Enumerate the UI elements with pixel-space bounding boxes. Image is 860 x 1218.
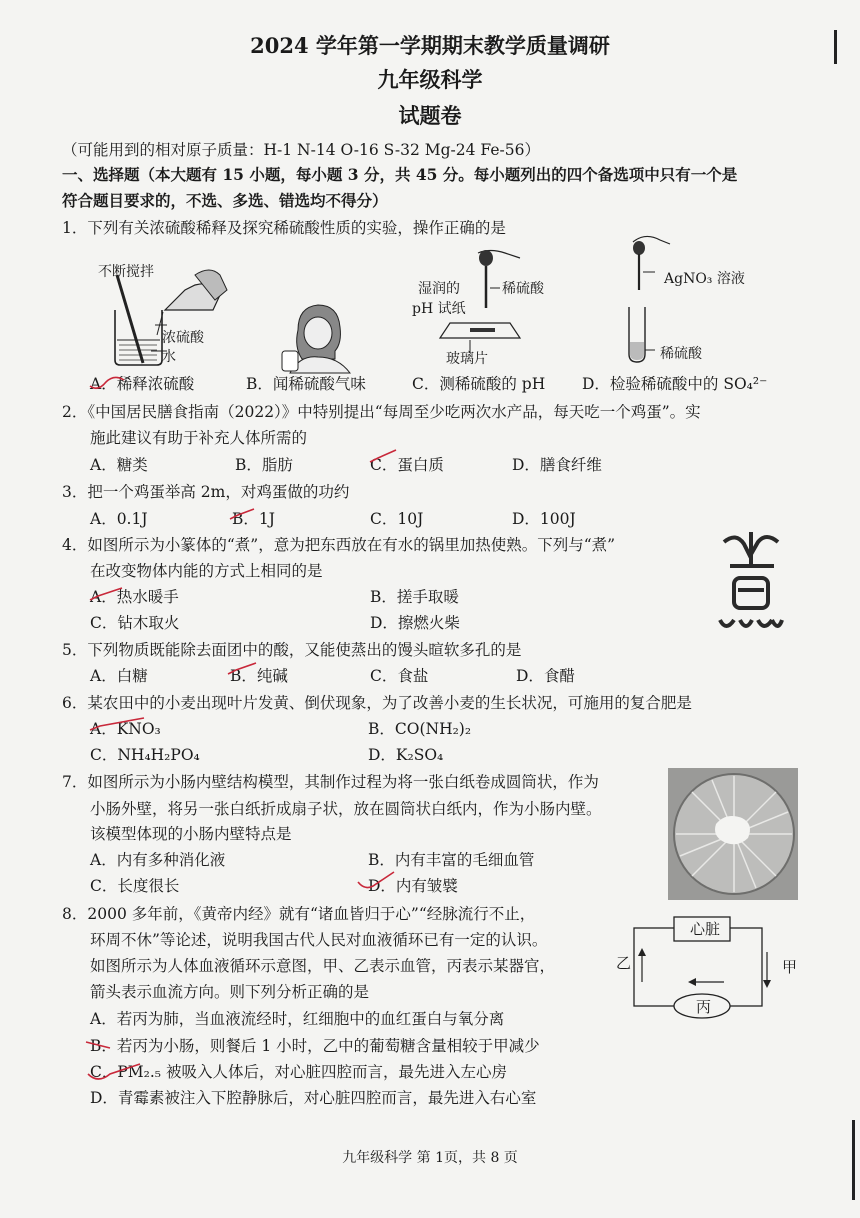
- q7-stem-line2: 小肠外壁，将另一张白纸折成扇子状，放在圆筒状白纸内，作为小肠内壁。: [90, 800, 602, 818]
- q6-option-a: A．KNO₃: [90, 720, 161, 738]
- q8-stem-line2: 环周不休”等论述，说明我国古代人民对血液循环已有一定的认识。: [90, 931, 548, 949]
- paper-title: 试题卷: [398, 103, 462, 128]
- fig-c-acid-label: 稀硫酸: [502, 281, 544, 297]
- q7-option-b: B．内有丰富的毛细血管: [368, 851, 535, 869]
- section-instructions-line2: 符合题目要求的，不选、多选、错选均不得分）: [62, 191, 388, 210]
- q1-option-a: A．稀释浓硫酸: [90, 375, 195, 393]
- q5-option-b: B．纯碱: [230, 667, 288, 685]
- answer-check-mark: [356, 870, 396, 894]
- fig-c-paper-label-2: pH 试纸: [412, 301, 466, 317]
- scan-edge-mark: [834, 30, 837, 64]
- fig-a-water-label: 水: [162, 349, 176, 365]
- scan-edge-mark: [852, 1120, 855, 1200]
- q5-option-d: D．食醋: [516, 667, 575, 685]
- answer-check-mark: [88, 374, 128, 394]
- diagram-organ-label: 丙: [696, 998, 712, 1016]
- diagram-vessel-right-label: 甲: [782, 958, 798, 976]
- q4-option-a: A．热水暖手: [90, 588, 179, 606]
- q1-stem: 1．下列有关浓硫酸稀释及探究稀硫酸性质的实验，操作正确的是: [62, 219, 506, 237]
- q8-option-d: D．青霉素被注入下腔静脉后，对心脏四腔而言，最先进入右心室: [90, 1089, 537, 1107]
- q3-option-c: C．10J: [370, 510, 424, 528]
- fig-d-acid-label: 稀硫酸: [660, 346, 702, 362]
- q8-option-a: A．若丙为肺，当血液流经时，红细胞中的血红蛋白与氧分离: [90, 1010, 505, 1028]
- q5-option-a: A．白糖: [90, 667, 148, 685]
- q2-option-a: A．糖类: [90, 456, 148, 474]
- page-footer: 九年级科学 第 1页，共 8 页: [342, 1150, 518, 1166]
- fig-a-acid-label: 浓硫酸: [162, 330, 204, 346]
- q2-option-d: D．膳食纤维: [512, 456, 602, 474]
- q8-stem-line4: 箭头表示血流方向。则下列分析正确的是: [90, 983, 370, 1001]
- q2-option-b: B．脂肪: [235, 456, 293, 474]
- q8-stem-line1: 8．2000 多年前，《黄帝内经》就有“诸血皆归于心”“经脉流行不止，: [62, 905, 536, 923]
- atomic-masses: （可能用到的相对原子质量：H-1 N-14 O-16 S-32 Mg-24 Fe-56）: [62, 141, 540, 159]
- figure-smell-acid: [280, 295, 360, 375]
- intestine-model-photo: [668, 768, 798, 900]
- answer-check-mark: [228, 505, 258, 525]
- q8-option-b: B．若丙为小肠，则餐后 1 小时，乙中的葡萄糖含量相较于甲减少: [90, 1037, 540, 1055]
- q1-option-b: B．闻稀硫酸气味: [246, 375, 366, 393]
- diagram-heart-label: 心脏: [690, 920, 721, 938]
- q5-stem: 5．下列物质既能除去面团中的酸，又能使蒸出的馒头暄软多孔的是: [62, 641, 522, 659]
- q4-option-d: D．擦燃火柴: [370, 614, 460, 632]
- fig-c-paper-label-1: 湿润的: [418, 281, 460, 297]
- subject-title: 九年级科学: [377, 67, 483, 92]
- q6-option-d: D．K₂SO₄: [368, 746, 444, 764]
- q7-stem-line3: 该模型体现的小肠内壁特点是: [90, 825, 292, 843]
- q4-option-b: B．搓手取暖: [370, 588, 459, 606]
- answer-check-mark: [368, 448, 398, 468]
- section-instructions-line1: 一、选择题（本大题有 15 小题，每小题 3 分，共 45 分。每小题列出的四个备选项中只有一个是: [62, 165, 738, 184]
- diagram-vessel-left-label: 乙: [616, 954, 632, 972]
- answer-check-mark: [86, 1060, 142, 1084]
- q3-option-a: A．0.1J: [90, 510, 148, 528]
- fig-d-reagent-label: AgNO₃ 溶液: [664, 271, 745, 287]
- q3-option-b: B．1J: [232, 510, 275, 528]
- q7-option-d: D．内有皱襞: [368, 877, 458, 895]
- q3-option-d: D．100J: [512, 510, 576, 528]
- answer-check-mark: [88, 714, 148, 734]
- q1-option-d: D．检验稀硫酸中的 SO₄²⁻: [582, 375, 768, 393]
- q4-option-c: C．钻木取火: [90, 614, 180, 632]
- q2-option-c: C．蛋白质: [370, 456, 444, 474]
- answer-check-mark: [88, 586, 124, 606]
- answer-check-mark: [84, 1036, 112, 1052]
- seal-script-zhu-glyph: [716, 528, 786, 638]
- q2-stem-line1: 2．《中国居民膳食指南（2022）》中特别提出“每周至少吃两次水产品，每天吃一个鸡蛋”。实: [62, 403, 701, 421]
- q1-option-c: C．测稀硫酸的 pH: [412, 375, 546, 393]
- q7-option-a: A．内有多种消化液: [90, 851, 226, 869]
- fig-c-glass-label: 玻璃片: [446, 351, 488, 367]
- q7-stem-line1: 7．如图所示为小肠内壁结构模型，其制作过程为将一张白纸卷成圆筒状，作为: [62, 773, 599, 791]
- q7-option-c: C．长度很长: [90, 877, 180, 895]
- q8-option-c: C．PM₂.₅ 被吸入人体后，对心脏四腔而言，最先进入左心房: [90, 1063, 507, 1081]
- fig-a-stir-label: 不断搅拌: [98, 264, 154, 280]
- q6-option-c: C．NH₄H₂PO₄: [90, 746, 200, 764]
- q5-option-c: C．食盐: [370, 667, 429, 685]
- q6-stem: 6．某农田中的小麦出现叶片发黄、倒伏现象，为了改善小麦的生长状况，可施用的复合肥是: [62, 694, 692, 712]
- q8-stem-line3: 如图所示为人体血液循环示意图，甲、乙表示血管，丙表示某器官，: [90, 957, 556, 975]
- answer-check-mark: [226, 660, 258, 680]
- q3-stem: 3．把一个鸡蛋举高 2m，对鸡蛋做的功约: [62, 483, 350, 501]
- q2-stem-line2: 施此建议有助于补充人体所需的: [90, 429, 308, 447]
- q4-stem-line1: 4．如图所示为小篆体的“煮”，意为把东西放在有水的锅里加热使熟。下列与“煮”: [62, 536, 616, 554]
- q4-stem-line2: 在改变物体内能的方式上相同的是: [90, 562, 323, 580]
- exam-title: 2024 学年第一学期期末教学质量调研: [250, 33, 610, 58]
- q6-option-b: B．CO(NH₂)₂: [368, 720, 472, 738]
